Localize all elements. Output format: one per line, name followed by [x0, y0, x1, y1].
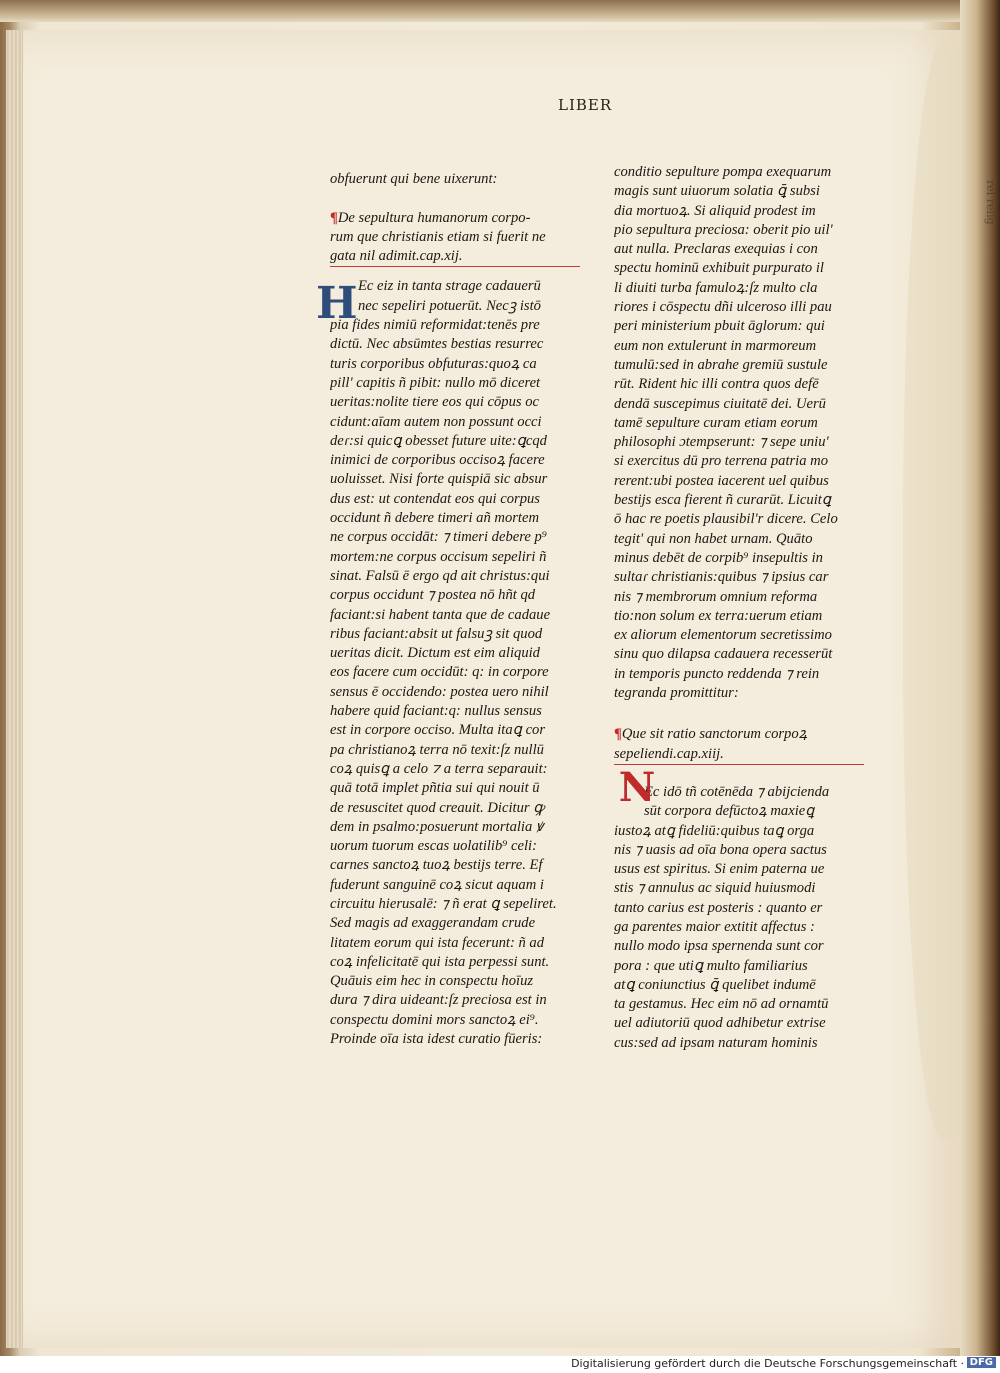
text-line: philosophi ɔtempserunt: ⁊ sepe uniu': [614, 434, 829, 451]
text-line: dia mortuoꝝ. Si aliquid prodest im: [614, 202, 816, 219]
text-line: fuderunt sanguinē coꝝ sicut aquam i: [330, 876, 544, 893]
rubric-line: sepeliendi.cap.xiij.: [614, 745, 724, 762]
text-line: ex aliorum elementorum secretissimo: [614, 627, 832, 644]
text-line: Ec idō tñ cotēnēda ⁊ abijcienda: [644, 783, 830, 800]
text-line: tegranda promittitur:: [614, 685, 739, 702]
adjacent-page-text: rel relig: [984, 180, 997, 225]
rubric-line: De sepultura humanorum corpo-: [337, 209, 531, 226]
text-line: litatem eorum qui ista fecerunt: ñ ad: [330, 934, 545, 951]
text-line: atꝗ coniunctius ꝗ̄ quelibet indumē: [614, 976, 816, 993]
text-line: Quāuis eim hec in conspectu hoīuz: [330, 973, 534, 990]
pilcrow-mark: ¶: [330, 209, 338, 226]
text-line: habere quid faciant:q: nullus sensus: [330, 703, 542, 720]
text-line: faciant:si habent tanta que de cadaue: [330, 606, 551, 623]
text-line: tanto carius est posteris : quanto er: [614, 899, 823, 916]
text-line: sensus ē occidendo: postea uero nihil: [330, 683, 549, 700]
text-line: Ec eiz in tanta strage cadauerū: [358, 278, 541, 295]
text-line: dem in psalmo:posuerunt mortalia ꝟ: [330, 818, 544, 835]
text-line: quā totā implet pñtia sui qui nouit ū: [330, 780, 540, 797]
right-text-block-bottom: [614, 783, 864, 1053]
text-line: uoluisset. Nisi forte quispiā sic absur: [330, 471, 548, 488]
text-line: ne corpus occidāt: ⁊ timeri debere p⁹: [330, 529, 547, 546]
pilcrow-mark: ¶: [614, 726, 622, 743]
text-line: sultaɾ christianis:quibus ⁊ ipsius car: [614, 569, 829, 586]
text-line: carnes sanctoꝝ tuoꝝ bestijs terre. Ef: [330, 857, 543, 874]
text-line: stis ⁊ annulus ac siquid huiusmodi: [614, 880, 816, 897]
digitization-footer: [0, 1356, 1000, 1373]
text-line: tio:non solum ex terra:uerum etiam: [614, 607, 823, 624]
decorated-initial-n: N: [618, 764, 656, 811]
text-line: ō hac re poetis plausibil'r dicere. Celo: [614, 511, 838, 528]
text-line: spectu hominū exhibuit purpurato il: [614, 260, 824, 277]
text-line: dendā suscepimus ciuitatē dei. Uerū: [614, 395, 826, 412]
text-line: nis ⁊ membrorum omnium reforma: [614, 588, 818, 605]
text-line: peri ministerium pbuit āglorum: qui: [614, 318, 825, 335]
chapter-rubric-12: [330, 209, 580, 268]
text-line: Sed magis ad exaggerandam crude: [330, 915, 536, 932]
text-line: nis ⁊ uasis ad oīa bona opera sactus: [614, 841, 827, 858]
text-line: uel adiutoriū quod adhibetur extrise: [614, 1015, 826, 1032]
text-line: iustoꝝ atꝗ fideliū:quibus taꝗ orga: [614, 822, 815, 839]
text-line: uorum tuorum escas uolatilib⁹ celi:: [330, 838, 537, 855]
text-line: riores i cōspectu dñi ulceroso illi pau: [614, 299, 832, 316]
text-line: si exercitus dū pro terrena patria mo: [614, 453, 829, 470]
text-line: eum non extulerunt in marmoreum: [614, 337, 817, 354]
text-line: pa christianoꝝ terra nō texit:ſz nullū: [330, 741, 544, 758]
text-line: pora : que utiꝗ multo familiarius: [614, 957, 808, 974]
text-line: sinat. Falsū ē ergo qd ait christus:qui: [330, 567, 550, 584]
text-line: eos facere cum occidūt: q: in corpore: [330, 664, 549, 681]
text-line: dictū. Nec absūmtes bestias resurrec: [330, 336, 544, 353]
text-line: circuitu hierusalē: ⁊ ñ erat ꝗ sepeliret.: [330, 895, 557, 912]
text-line: nullo modo ipsa spernenda sunt cor: [614, 938, 824, 955]
text-line: dus est: ut contendat eos qui corpus: [330, 490, 540, 507]
text-line: pio sepultura preciosa: oberit pio uil': [614, 221, 833, 238]
text-line: nec sepeliri potuerūt. Necꝫ istō: [358, 297, 541, 314]
text-line: turis corporibus obfuturas:quoꝝ ca: [330, 355, 537, 372]
text-line: coꝝ infelicitatē qui ista perpessi sunt.: [330, 953, 550, 970]
text-line: tumulū:sed in abrahe gremiū sustule: [614, 356, 828, 373]
text-line: in temporis puncto reddenda ⁊ rein: [614, 665, 820, 682]
left-column: [330, 170, 580, 1049]
text-line: minus debēt de corpib⁹ insepultis in: [614, 549, 823, 566]
footer-credit: Digitalisierung gefördert durch die Deutsche Forschungsgemeinschaft ·: [571, 1357, 964, 1370]
text-line: li diuiti turba famuloꝝ:ſz multo cla: [614, 279, 818, 296]
text-line: bestijs esca fierent ñ curarūt. Licuitꝗ: [614, 492, 832, 509]
right-column: [614, 163, 864, 1053]
text-line: inimici de corporibus occisoꝝ facere: [330, 452, 545, 469]
text-line: ribus faciant:absit ut falsuꝫ sit quod: [330, 625, 543, 642]
text-line: tamē sepulture curam etiam eorum: [614, 414, 818, 431]
text-line: rerent:ubi postea iacerent uel quibus: [614, 472, 829, 489]
dfg-logo: DFG: [967, 1357, 996, 1368]
text-line: conspectu domini mors sanctoꝝ ei⁹.: [330, 1011, 539, 1028]
left-text-block: [330, 277, 580, 1049]
text-line: dura ⁊ dira uideant:ſz preciosa est in: [330, 992, 547, 1009]
text-line: cus:sed ad ipsam naturam hominis: [614, 1034, 818, 1051]
text-line: Proinde oīa ista idest curatio fūeris:: [330, 1031, 543, 1048]
text-line: corpus occidunt ⁊ postea nō hñt qd: [330, 587, 536, 604]
rubric-line: rum que christianis etiam si fuerit ne: [330, 228, 546, 245]
rubric-line: Que sit ratio sanctorum corpoꝝ: [621, 726, 808, 743]
text-line: de resuscitet quod creauit. Dicitur ꝙ: [330, 799, 545, 816]
text-line: deɾ:si quicꝗ obesset future uite:ꝗcqd: [330, 432, 547, 449]
text-line: mortem:ne corpus occisum sepeliri ñ: [330, 548, 547, 565]
rubric-line: gata nil adimit.cap.xij.: [330, 248, 463, 265]
running-head: LIBER: [558, 96, 613, 114]
text-line: rūt. Rident hic illi contra quos defē: [614, 376, 819, 393]
text-line: usus est spiritus. Si enim paterna ue: [614, 861, 825, 878]
text-line: conditio sepulture pompa exequarum: [614, 164, 832, 180]
text-line: sinu quo dilapsa cadauera recesserūt: [614, 646, 833, 663]
text-line: coꝝ quisꝗ a celo ⁊ a terra separauit:: [330, 760, 548, 777]
text-line: sūt corpora defūctoꝝ maxieꝗ: [644, 803, 815, 820]
decorated-initial-h: H: [316, 278, 358, 329]
text-line: ta gestamus. Hec eim nō ad ornamtū: [614, 996, 829, 1013]
text-line: est in corpore occiso. Multa itaꝗ cor: [330, 722, 546, 739]
page-edges-left: [6, 30, 22, 1348]
text-line: ueritas dicit. Dictum est eim aliquid: [330, 645, 540, 662]
text-line: occidunt ñ debere timeri añ mortem: [330, 510, 539, 527]
text-line: ueritas:nolite tiere eos qui cōpus oc: [330, 394, 540, 411]
chapter-rubric-13: [614, 725, 864, 765]
text-line: magis sunt uiuorum solatia ꝗ̄ subsi: [614, 183, 820, 200]
text-line: aut nulla. Preclaras exequias i con: [614, 241, 818, 258]
text-line: tegit' qui non habet urnam. Quāto: [614, 530, 813, 547]
text-line: pia fides nimiū reformidat:tenēs pre: [330, 317, 540, 334]
text-line: cidunt:aīam autem non possunt occi: [330, 413, 542, 430]
top-book-edge: [0, 0, 1000, 22]
text-line: pill' capitis ñ pibit: nullo mō diceret: [330, 374, 541, 391]
text-line: ga parentes maior extitit affectus :: [614, 918, 815, 935]
opening-line: obfuerunt qui bene uixerunt:: [330, 171, 498, 187]
right-text-block-top: [614, 163, 864, 703]
adjacent-page-edge: [960, 0, 1000, 1356]
